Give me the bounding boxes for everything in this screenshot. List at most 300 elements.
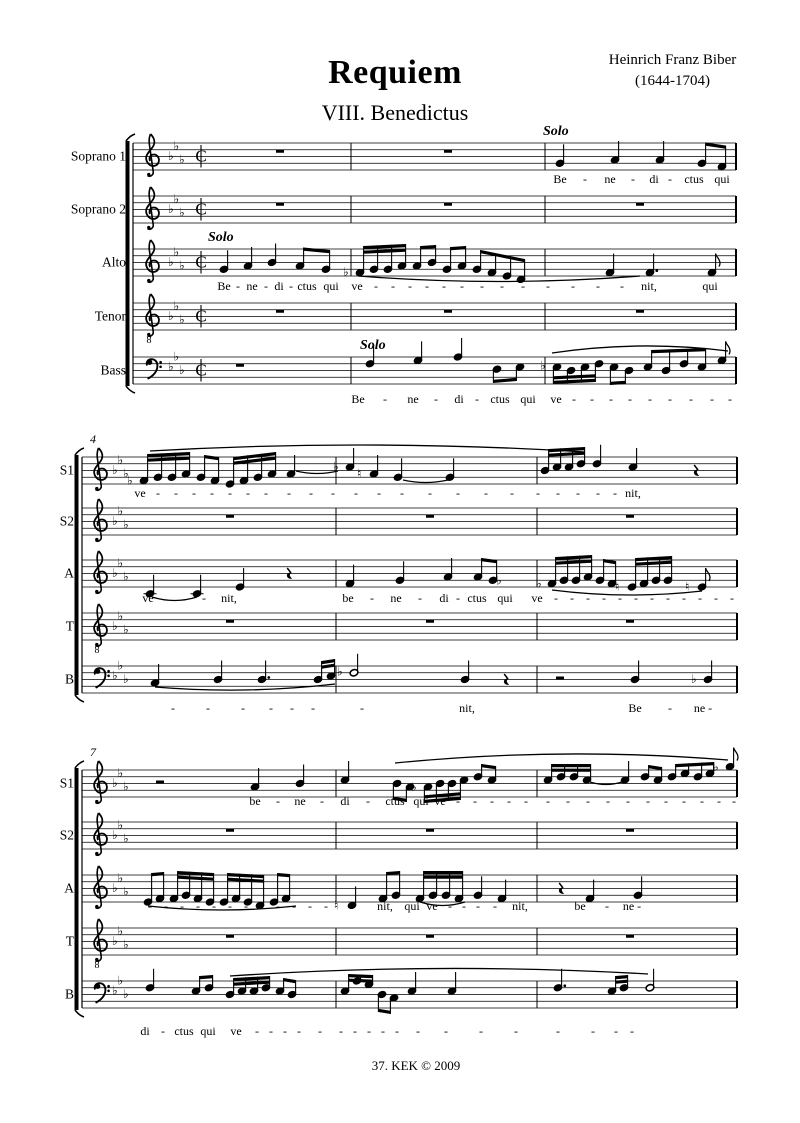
lyric-syllable: - xyxy=(244,899,248,913)
lyric-syllable: ve xyxy=(550,392,562,406)
key-signature-flat: ♭ xyxy=(173,191,180,206)
lyric-syllable: di xyxy=(649,172,659,186)
lyric-syllable: - xyxy=(290,701,294,715)
lyric-syllable: - xyxy=(586,591,590,605)
lyric-syllable: - xyxy=(602,591,606,605)
lyric-syllable: - xyxy=(521,279,525,293)
flat-accidental: ♭ xyxy=(713,759,719,774)
measure-number: 7 xyxy=(90,745,96,759)
lyric-syllable: - xyxy=(164,899,168,913)
staff-a xyxy=(64,866,737,913)
beam xyxy=(424,876,463,879)
beam xyxy=(387,871,400,875)
beam xyxy=(152,872,164,876)
lyric-syllable: - xyxy=(620,279,624,293)
lyric-syllable: - xyxy=(444,1024,448,1038)
lyric-syllable: - xyxy=(613,486,617,500)
key-signature-flat: ♭ xyxy=(117,452,124,467)
clef-dot xyxy=(159,366,162,369)
key-signature-flat: ♭ xyxy=(173,349,180,364)
staff-s1 xyxy=(60,445,737,500)
beam xyxy=(322,664,335,669)
beam xyxy=(364,244,406,249)
lyric-syllable: - xyxy=(507,794,511,808)
key-signature-flat: ♭ xyxy=(112,619,118,633)
solo-marking: Solo xyxy=(543,124,569,139)
lyric-syllable: - xyxy=(171,701,175,715)
lyric-syllable: - xyxy=(228,486,232,500)
lyric-syllable: - xyxy=(192,486,196,500)
lyric-syllable: - xyxy=(297,1024,301,1038)
lyric-syllable: - xyxy=(682,591,686,605)
key-signature-flat: ♭ xyxy=(112,828,118,842)
half-rest xyxy=(556,677,564,680)
key-signature-flat: ♭ xyxy=(112,668,118,683)
treble-clef xyxy=(94,919,107,971)
lyric-syllable: ctus xyxy=(467,591,487,605)
lyric-syllable: - xyxy=(605,899,609,913)
quarter-rest xyxy=(287,568,290,578)
augmentation-dot xyxy=(563,984,566,987)
lyric-syllable: ctus xyxy=(385,794,405,808)
clef-part xyxy=(95,800,98,803)
staff-s2 xyxy=(60,813,737,855)
lyric-syllable: qui xyxy=(520,392,536,406)
system-bracket xyxy=(75,768,79,1010)
key-signature-flat: ♭ xyxy=(123,517,129,532)
lyric-syllable: nit, xyxy=(641,279,657,293)
lyric-syllable: ne xyxy=(407,392,419,406)
lyric-syllable: - xyxy=(572,392,576,406)
whole-rest xyxy=(226,935,234,938)
lyric-syllable: - xyxy=(350,899,354,913)
lyric-syllable: - xyxy=(590,392,594,406)
lyric-syllable: qui xyxy=(702,279,718,293)
part-label: Soprano 2 xyxy=(70,201,126,217)
lyric-syllable: - xyxy=(614,1024,618,1038)
lyric-syllable: be xyxy=(249,794,261,808)
lyric-syllable: - xyxy=(339,1024,343,1038)
key-signature-flat: ♭ xyxy=(179,258,185,273)
slur xyxy=(150,445,585,452)
lyric-syllable: - xyxy=(246,486,250,500)
lyric-syllable: - xyxy=(354,486,358,500)
lyric-syllable: Be xyxy=(628,701,642,715)
lyric-syllable: - xyxy=(276,794,280,808)
beam xyxy=(676,762,714,767)
lyric-syllable: - xyxy=(490,794,494,808)
lyric-syllable: - xyxy=(395,1024,399,1038)
bracket-tip xyxy=(126,386,135,393)
flat-accidental: ♭ xyxy=(496,573,502,588)
beam xyxy=(482,558,497,563)
lyric-syllable: - xyxy=(408,279,412,293)
lyric-syllable: - xyxy=(448,899,452,913)
lyric-syllable: - xyxy=(318,1024,322,1038)
part-label: Tenor xyxy=(94,308,126,324)
lyric-syllable: ve xyxy=(531,591,543,605)
lyric-syllable: - xyxy=(493,899,497,913)
lyric-syllable: - xyxy=(161,1024,165,1038)
lyric-syllable: - xyxy=(546,794,550,808)
beam xyxy=(493,378,516,383)
composer-name: Heinrich Franz Biber xyxy=(608,52,737,68)
lyric-syllable: - xyxy=(269,1024,273,1038)
beam xyxy=(556,555,592,560)
flat-accidental: ♭ xyxy=(337,664,343,679)
composer-dates: (1644-1704) xyxy=(635,73,710,89)
slur xyxy=(230,968,648,976)
staff-soprano-2 xyxy=(71,187,736,229)
slur xyxy=(152,597,197,601)
lyric-syllable: nit, xyxy=(459,701,475,715)
flat-accidental: ♭ xyxy=(343,265,349,280)
key-signature-flat: ♭ xyxy=(179,363,185,377)
key-signature-flat: ♭ xyxy=(168,149,174,163)
lyric-syllable: - xyxy=(664,794,668,808)
solo-marking: Solo xyxy=(208,230,234,245)
whole-rest xyxy=(444,203,452,206)
whole-rest xyxy=(636,310,644,313)
key-signature-flat: ♭ xyxy=(123,779,129,794)
lyric-syllable: - xyxy=(556,1024,560,1038)
lyric-syllable: - xyxy=(287,486,291,500)
lyric-syllable: - xyxy=(630,1024,634,1038)
tie xyxy=(403,480,448,483)
beam xyxy=(349,974,373,978)
lyric-syllable: - xyxy=(583,172,587,186)
lyric-syllable: - xyxy=(269,701,273,715)
key-signature-flat: ♭ xyxy=(112,881,118,895)
natural-accidental: ♮ xyxy=(685,579,690,594)
part-label: T xyxy=(65,933,74,949)
lyric-syllable: - xyxy=(148,899,152,913)
flat-accidental: ♭ xyxy=(691,672,697,687)
key-signature-flat: ♭ xyxy=(117,658,124,673)
clef-dot xyxy=(107,990,110,993)
lyric-syllable: - xyxy=(650,591,654,605)
beam xyxy=(636,561,672,566)
system-3 xyxy=(60,745,738,1038)
lyric-syllable: - xyxy=(606,794,610,808)
lyric-syllable: di xyxy=(454,392,464,406)
clef-dot xyxy=(107,670,110,673)
lyric-syllable: ve xyxy=(142,591,154,605)
natural-accidental: ♮ xyxy=(357,466,362,481)
beam xyxy=(706,143,726,149)
beam xyxy=(553,374,595,379)
beam xyxy=(549,452,585,457)
key-signature-flat: ♭ xyxy=(168,309,174,323)
lyric-syllable: - xyxy=(260,899,264,913)
lyric-syllable: ne - xyxy=(622,899,642,913)
lyric-syllable: ne xyxy=(294,794,306,808)
lyric-syllable: - xyxy=(728,392,732,406)
lyric-syllable: ne xyxy=(604,172,616,186)
lyric-syllable: - xyxy=(626,794,630,808)
lyric-syllable: ve xyxy=(434,794,446,808)
lyric-syllable: - xyxy=(556,486,560,500)
bass-clef xyxy=(147,359,162,379)
lyric-syllable: - xyxy=(292,899,296,913)
lyric-syllable: - xyxy=(596,279,600,293)
lyric-syllable: - xyxy=(320,794,324,808)
part-label: A xyxy=(64,880,74,896)
part-label: S2 xyxy=(59,513,74,529)
part-label: S1 xyxy=(59,775,74,791)
treble-clef xyxy=(94,604,107,656)
tie xyxy=(296,471,338,474)
part-label: Bass xyxy=(100,362,126,378)
bracket-tip xyxy=(75,1010,84,1017)
key-signature-flat: ♭ xyxy=(179,312,185,327)
key-signature-flat: ♭ xyxy=(123,831,129,846)
lyric-syllable: Be xyxy=(217,279,231,293)
staff-alto xyxy=(102,230,736,293)
lyric-syllable: - xyxy=(631,172,635,186)
natural-accidental: ♮ xyxy=(615,579,620,594)
lyric-syllable: - xyxy=(546,279,550,293)
lyric-syllable: - xyxy=(289,279,293,293)
lyric-syllable: - xyxy=(283,1024,287,1038)
cut-time-signature: C xyxy=(195,252,207,272)
lyric-syllable: - xyxy=(730,591,734,605)
lyric-syllable: - xyxy=(210,486,214,500)
flat-accidental: ♭ xyxy=(536,576,542,591)
staff-b xyxy=(65,968,737,1038)
lyric-syllable: qui xyxy=(497,591,513,605)
whole-rest xyxy=(426,620,434,623)
beam xyxy=(451,246,466,250)
key-signature-flat: ♭ xyxy=(168,359,174,374)
clef-dot xyxy=(107,985,110,988)
quarter-rest xyxy=(504,674,507,684)
lyric-syllable: - xyxy=(202,591,206,605)
lyric-syllable: - xyxy=(576,486,580,500)
cut-time-signature: C xyxy=(195,146,207,166)
octave-8: 8 xyxy=(146,335,152,346)
staff-s2 xyxy=(60,499,737,541)
beam xyxy=(178,876,214,881)
whole-rest xyxy=(226,515,234,518)
eighth-flag xyxy=(726,341,730,354)
lyric-syllable: di xyxy=(140,1024,150,1038)
movement-title: VIII. Benedictus xyxy=(321,100,469,125)
key-signature-flat: ♭ xyxy=(123,884,129,899)
lyric-syllable: Be xyxy=(553,172,567,186)
whole-rest xyxy=(426,935,434,938)
staff-t xyxy=(66,919,737,971)
treble-clef xyxy=(146,294,159,346)
lyric-syllable: - xyxy=(381,1024,385,1038)
whole-rest xyxy=(626,515,634,518)
key-signature-flat: ♭ xyxy=(117,608,124,623)
key-signature-flat: ♭ xyxy=(123,937,129,952)
beam xyxy=(228,873,264,878)
key-signature-flat: ♭ xyxy=(112,566,118,580)
whole-rest xyxy=(276,203,284,206)
lyric-syllable: - xyxy=(566,794,570,808)
whole-rest xyxy=(444,310,452,313)
bass-clef xyxy=(95,668,110,688)
whole-rest xyxy=(626,935,634,938)
lyric-syllable: - xyxy=(311,701,315,715)
flat-accidental: ♭ xyxy=(127,473,133,488)
staff-bass xyxy=(100,338,736,406)
key-signature-flat: ♭ xyxy=(112,983,118,998)
system-bracket xyxy=(126,141,130,386)
lyric-syllable: - xyxy=(353,1024,357,1038)
beam xyxy=(205,455,219,460)
beam xyxy=(378,1009,390,1014)
lyric-syllable: - xyxy=(586,794,590,808)
lyric-syllable: - xyxy=(241,701,245,715)
key-signature-flat: ♭ xyxy=(168,202,174,216)
lyric-syllable: nit, xyxy=(512,899,528,913)
lyric-syllable: - xyxy=(156,486,160,500)
lyric-syllable: - xyxy=(456,591,460,605)
system-1 xyxy=(71,124,736,406)
lyric-syllable: - xyxy=(366,794,370,808)
lyric-syllable: - xyxy=(698,591,702,605)
key-signature-flat: ♭ xyxy=(117,765,124,780)
lyric-syllable: - xyxy=(510,486,514,500)
lyric-syllable: - xyxy=(418,591,422,605)
lyric-syllable: ne xyxy=(246,279,258,293)
beam xyxy=(482,764,496,769)
lyric-syllable: - xyxy=(473,794,477,808)
whole-rest xyxy=(426,515,434,518)
clef-dot xyxy=(159,361,162,364)
key-signature-flat: ♭ xyxy=(179,205,185,220)
beam xyxy=(234,976,270,981)
lyric-syllable: - xyxy=(618,591,622,605)
key-signature-flat: ♭ xyxy=(173,244,180,259)
eighth-flag xyxy=(734,748,738,761)
lyric-syllable: - xyxy=(668,392,672,406)
clef-part xyxy=(95,538,98,541)
lyric-syllable: - xyxy=(374,279,378,293)
lyric-syllable: - xyxy=(514,1024,518,1038)
lyric-syllable: - xyxy=(456,486,460,500)
quarter-rest xyxy=(694,465,697,475)
whole-rest xyxy=(276,150,284,153)
page-footer: 37. KEK © 2009 xyxy=(371,1058,461,1073)
slur xyxy=(155,684,335,690)
lyric-syllable: - xyxy=(475,392,479,406)
lyric-syllable: be xyxy=(574,899,586,913)
key-signature-flat: ♭ xyxy=(112,776,118,790)
lyric-syllable: be xyxy=(342,591,354,605)
flat-accidental: ♭ xyxy=(411,780,417,794)
whole-rest xyxy=(226,829,234,832)
lyric-syllable: - xyxy=(462,899,466,913)
staff-a xyxy=(64,551,737,605)
lyric-syllable: qui xyxy=(323,279,339,293)
key-signature-flat: ♭ xyxy=(123,569,129,584)
octave-8: 8 xyxy=(94,645,100,656)
beam xyxy=(552,769,591,772)
augmentation-dot xyxy=(267,676,270,679)
natural-accidental: ♮ xyxy=(334,898,339,913)
whole-rest xyxy=(276,310,284,313)
part-label: B xyxy=(64,986,74,1002)
beam xyxy=(649,765,662,770)
slur xyxy=(148,906,296,910)
lyric-syllable: - xyxy=(648,392,652,406)
key-signature-flat: ♭ xyxy=(179,152,185,167)
beam xyxy=(148,452,190,457)
beam xyxy=(424,871,463,874)
lyric-syllable: ve xyxy=(230,1024,242,1038)
lyric-syllable: - xyxy=(476,899,480,913)
clef-part xyxy=(95,905,98,908)
key-signature-flat: ♭ xyxy=(112,463,118,477)
lyric-syllable: - xyxy=(391,279,395,293)
beam xyxy=(200,975,213,979)
staff-s1 xyxy=(60,748,738,808)
lyric-syllable: - xyxy=(460,279,464,293)
lyric-syllable: - xyxy=(309,486,313,500)
lyric-syllable: - xyxy=(628,392,632,406)
lyric-syllable: di xyxy=(439,591,449,605)
clef-part xyxy=(147,173,150,176)
cut-time-signature: C xyxy=(195,306,207,326)
lyric-syllable: - xyxy=(425,279,429,293)
whole-rest xyxy=(426,829,434,832)
lyric-syllable: - xyxy=(308,899,312,913)
lyric-syllable: - xyxy=(689,392,693,406)
lyric-syllable: ctus xyxy=(490,392,510,406)
measure-number: 4 xyxy=(90,432,96,446)
lyric-syllable: - xyxy=(536,486,540,500)
half-rest xyxy=(156,781,164,784)
bracket-tip xyxy=(126,134,135,141)
lyric-syllable: ne xyxy=(390,591,402,605)
lyric-syllable: - xyxy=(370,591,374,605)
lyric-syllable: - xyxy=(360,701,364,715)
octave-8: 8 xyxy=(94,960,100,971)
part-label: T xyxy=(65,618,74,634)
eighth-flag xyxy=(706,568,710,581)
system-bracket xyxy=(75,455,79,695)
lyric-syllable: ve xyxy=(426,899,438,913)
key-signature-flat: ♭ xyxy=(123,987,129,1001)
part-label: S1 xyxy=(59,462,74,478)
beam xyxy=(616,980,628,984)
beam xyxy=(421,245,436,249)
lyric-syllable: nit, xyxy=(625,486,641,500)
lyric-syllable: - xyxy=(255,1024,259,1038)
lyric-syllable: ne - xyxy=(693,701,713,715)
key-signature-flat: ♭ xyxy=(117,973,124,988)
lyric-syllable: - xyxy=(264,486,268,500)
lyric-syllable: - xyxy=(428,486,432,500)
lyric-syllable: - xyxy=(264,279,268,293)
lyric-syllable: - xyxy=(236,279,240,293)
lyric-syllable: - xyxy=(434,392,438,406)
beam xyxy=(652,348,706,353)
beam xyxy=(553,379,595,384)
lyric-syllable: - xyxy=(668,701,672,715)
staff-soprano-1 xyxy=(71,124,736,186)
lyric-syllable: - xyxy=(180,899,184,913)
lyric-syllable: ve xyxy=(351,279,363,293)
lyric-syllable: - xyxy=(206,701,210,715)
lyric-syllable: - xyxy=(484,486,488,500)
staff-t xyxy=(66,604,737,656)
lyric-syllable: - xyxy=(416,1024,420,1038)
